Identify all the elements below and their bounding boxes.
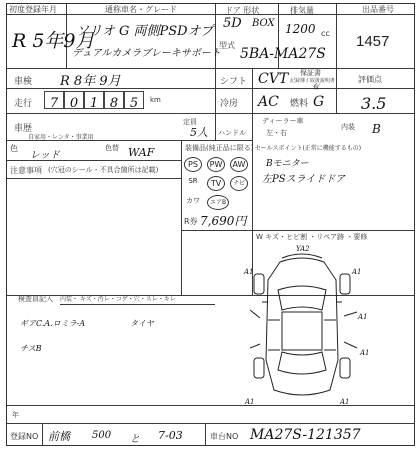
reg-area: 前橋: [48, 430, 70, 443]
car-name-line1: ソリオ G 両側PSDオプ: [76, 24, 214, 39]
model-value: 5BA-MA27S: [240, 46, 326, 62]
capacity-label: 定員: [183, 118, 197, 126]
interior-label: 内装: [341, 123, 355, 131]
mark-a1: A1: [244, 268, 254, 276]
mark-a1: A1: [352, 268, 362, 276]
mark-a1: A1: [245, 398, 255, 406]
model-label: 型式: [219, 41, 235, 50]
warranty-sub: 記録簿 / 取扱説明書: [290, 78, 335, 84]
tire-note: タイヤ: [130, 319, 154, 328]
shape-value: BOX: [252, 18, 275, 29]
mileage-unit: km: [150, 96, 161, 104]
reg-kana: と: [130, 434, 140, 445]
steering-label: ハンドル: [218, 129, 246, 137]
history-label: 車歴: [14, 124, 33, 134]
door-label: ドア 形状: [225, 6, 260, 15]
chassis-value: MA27S-121357: [250, 427, 361, 443]
car-name-line2: デュアルカメラブレーキサポート: [72, 48, 221, 59]
shift-label: シフト: [220, 77, 248, 87]
equip-tv: TV: [207, 176, 225, 191]
capacity-value: 5人: [190, 126, 208, 139]
diagram-title: W キズ・ヒビ割 ・リペア跡 ・要修: [256, 233, 368, 241]
sales-point-2: 左PSスライドドア: [262, 174, 345, 185]
reg-number: 7-03: [158, 429, 183, 442]
reg-class: 500: [92, 430, 112, 441]
mileage-digit: 5: [124, 91, 144, 109]
mark-a1: A1: [360, 349, 370, 357]
displacement-unit: cc: [321, 29, 330, 38]
recycle-value: 7,690円: [200, 214, 247, 228]
chassis-label: 車台NO: [210, 432, 239, 441]
year-label: 年: [12, 411, 19, 419]
score-value: 3.5: [361, 94, 387, 113]
note-line-2: チスB: [20, 344, 42, 353]
dealer-label: ディーラー車: [262, 117, 304, 125]
ac-value: AC: [258, 94, 279, 110]
recycle-label: R券: [184, 217, 198, 226]
note-line-1: ギアC.A.ロミラ-A: [20, 319, 86, 328]
inspection-label: 車検: [14, 77, 33, 87]
mark-a1: A1: [358, 313, 368, 321]
car-diagram: [232, 240, 372, 405]
fuel-label: 燃料: [290, 99, 309, 109]
displacement-value: 1200: [285, 22, 316, 36]
door-value: 5D: [223, 16, 242, 31]
mileage-digit: 8: [104, 91, 124, 109]
car-name-label: 通称車名・グレード: [105, 5, 177, 14]
equip-aw: AW: [230, 157, 248, 172]
mark-ya2: YA2: [296, 245, 310, 253]
caution-label: 注意事項: [10, 166, 42, 175]
equip-leather: カワ: [186, 197, 200, 205]
lot-number: 1457: [356, 33, 390, 50]
equip-pw: PW: [207, 157, 225, 172]
mileage-digits: [44, 91, 144, 109]
sales-point-1: Bモニター: [266, 159, 309, 169]
ac-label: 冷房: [220, 99, 239, 109]
mileage-digit: 1: [84, 91, 104, 109]
interior-value: B: [372, 122, 381, 136]
mileage-digit: 0: [64, 91, 84, 109]
warranty-value: 有: [312, 83, 319, 91]
equip-sr: SR: [188, 177, 198, 185]
equip-airbag: エアB: [207, 195, 229, 210]
warranty-label: 保証書: [300, 69, 321, 77]
inspection-value: R 8年 9月: [60, 74, 121, 89]
first-reg-label: 初度登録年月: [9, 5, 57, 14]
inspector-label: 検査員記入: [18, 295, 53, 303]
history-options: 自家用・レンタ・事業用: [28, 134, 94, 141]
color-no-value: WAF: [128, 146, 155, 159]
equip-navi: ナビ: [230, 176, 248, 191]
color-value: レッド: [30, 150, 60, 161]
reg-label: 登録NO: [10, 432, 39, 441]
color-no-label: 色替: [105, 144, 119, 152]
shift-value: CVT: [258, 71, 289, 87]
caution-sub: (穴冠のシール・不具合箇所は記載): [48, 166, 159, 174]
displacement-label: 排気量: [290, 6, 314, 15]
equip-ps: PS: [184, 157, 202, 172]
first-reg-value: R 5年9月: [12, 30, 95, 52]
steering-value: 左・右: [266, 129, 287, 137]
sales-point-label: セールスポイント(正常に機能するもの): [255, 145, 362, 152]
lot-label: 出品番号: [362, 5, 394, 14]
mileage-digit: 7: [44, 91, 64, 109]
mark-a1: A1: [340, 398, 350, 406]
mileage-label: 走行: [14, 99, 33, 109]
fuel-value: G: [313, 94, 325, 110]
score-label: 評価点: [358, 75, 382, 84]
color-label: 色: [10, 144, 18, 153]
equipment-label: 装備品(純正品に限る): [185, 144, 254, 152]
inspector-sub: 内装・ キズ・汚レ・コゲ・穴・スレ・キレ: [60, 296, 176, 303]
